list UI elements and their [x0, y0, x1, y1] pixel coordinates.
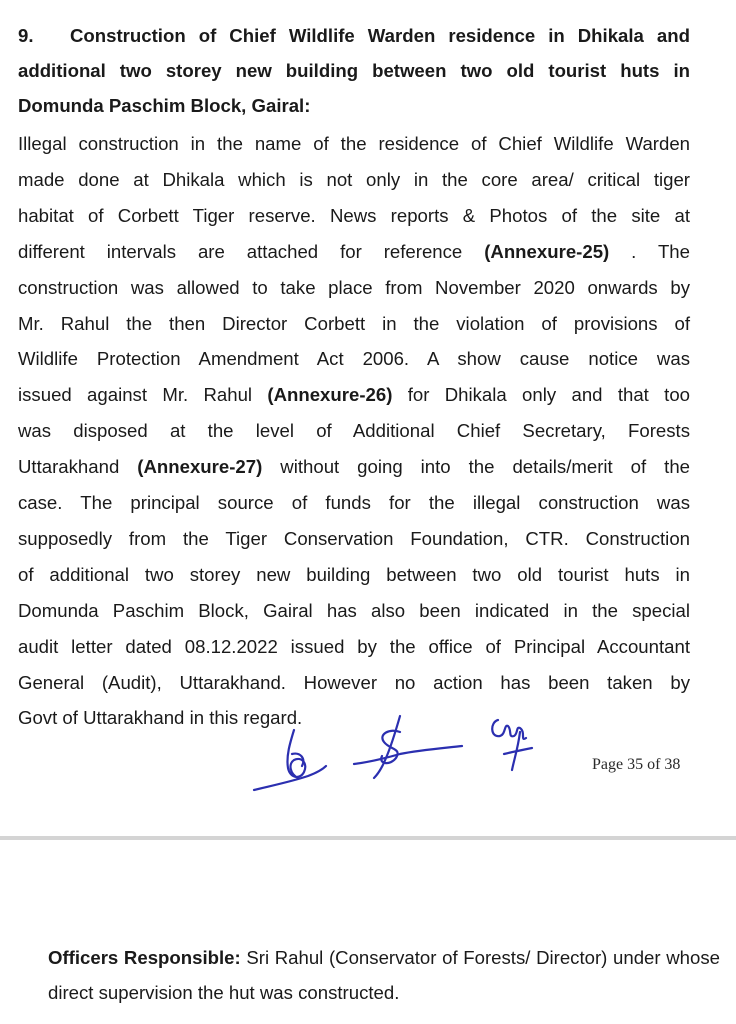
body-line [18, 455, 690, 479]
body-line: was disposed at the level of Additional Chief Secretary, Forests [18, 420, 690, 442]
body-line: supposedly from the Tiger Conservation Foundation, CTR. Construction [18, 527, 690, 549]
annexure-reference: (Annexure-26) [267, 384, 393, 406]
body-line: of additional two storey new building between two old tourist huts in [18, 563, 690, 585]
section-heading [18, 18, 690, 123]
signatures [250, 708, 560, 798]
body-line: audit letter dated 08.12.2022 issued by the office of Principal Accountant [18, 635, 690, 657]
body-line: General (Audit), Uttarakhand. However no action has been taken by [18, 671, 690, 693]
body-line: Illegal construction in the name of the residence of Chief Wildlife Warden [18, 133, 690, 154]
annexure-reference: (Annexure-27) [137, 456, 263, 478]
section-title: Construction of Chief Wildlife Warden residence in Dhikala and additional two storey new building between two old tourist huts in Domunda Paschim Block, Gairal: [18, 25, 690, 116]
line-text: Uttarakhand [18, 456, 138, 478]
annexure-reference: (Annexure-25) [484, 240, 610, 262]
signature-1 [254, 730, 326, 790]
body-line: construction was allowed to take place from November 2020 onwards by [18, 276, 690, 298]
section-number: 9. [18, 25, 34, 46]
page-number: Page 35 of 38 [592, 756, 681, 773]
officers-responsible [48, 940, 720, 1010]
body-line: Mr. Rahul the then Director Corbett in the violation of provisions of [18, 312, 690, 334]
body-line: made done at Dhikala which is not only in the core area/ critical tiger [18, 168, 690, 190]
officers-text: Sri Rahul (Conservator of Forests/ Director) under whose direct supervision the hut was constructed. [48, 947, 720, 1003]
line-text: without going into the details/merit of the [262, 456, 690, 478]
body-line: Govt of Uttarakhand in this regard. [18, 707, 303, 729]
body-line: case. The principal source of funds for the illegal construction was [18, 492, 690, 513]
line-text: . The [609, 240, 690, 262]
officers-label: Officers Responsible: [48, 947, 241, 968]
line-text: for Dhikala only and that too [392, 384, 690, 406]
line-text: issued against Mr. Rahul [18, 384, 268, 406]
body-line [18, 383, 690, 407]
signature-2 [354, 716, 462, 778]
line-text: different intervals are attached for reference [18, 240, 485, 262]
signature-3 [492, 720, 532, 770]
body-line: habitat of Corbett Tiger reserve. News reports & Photos of the site at [18, 204, 690, 226]
body-line: Domunda Paschim Block, Gairal has also been indicated in the special [18, 599, 690, 621]
body-line: Wildlife Protection Amendment Act 2006. A show cause notice was [18, 348, 690, 370]
body-line [18, 240, 690, 264]
